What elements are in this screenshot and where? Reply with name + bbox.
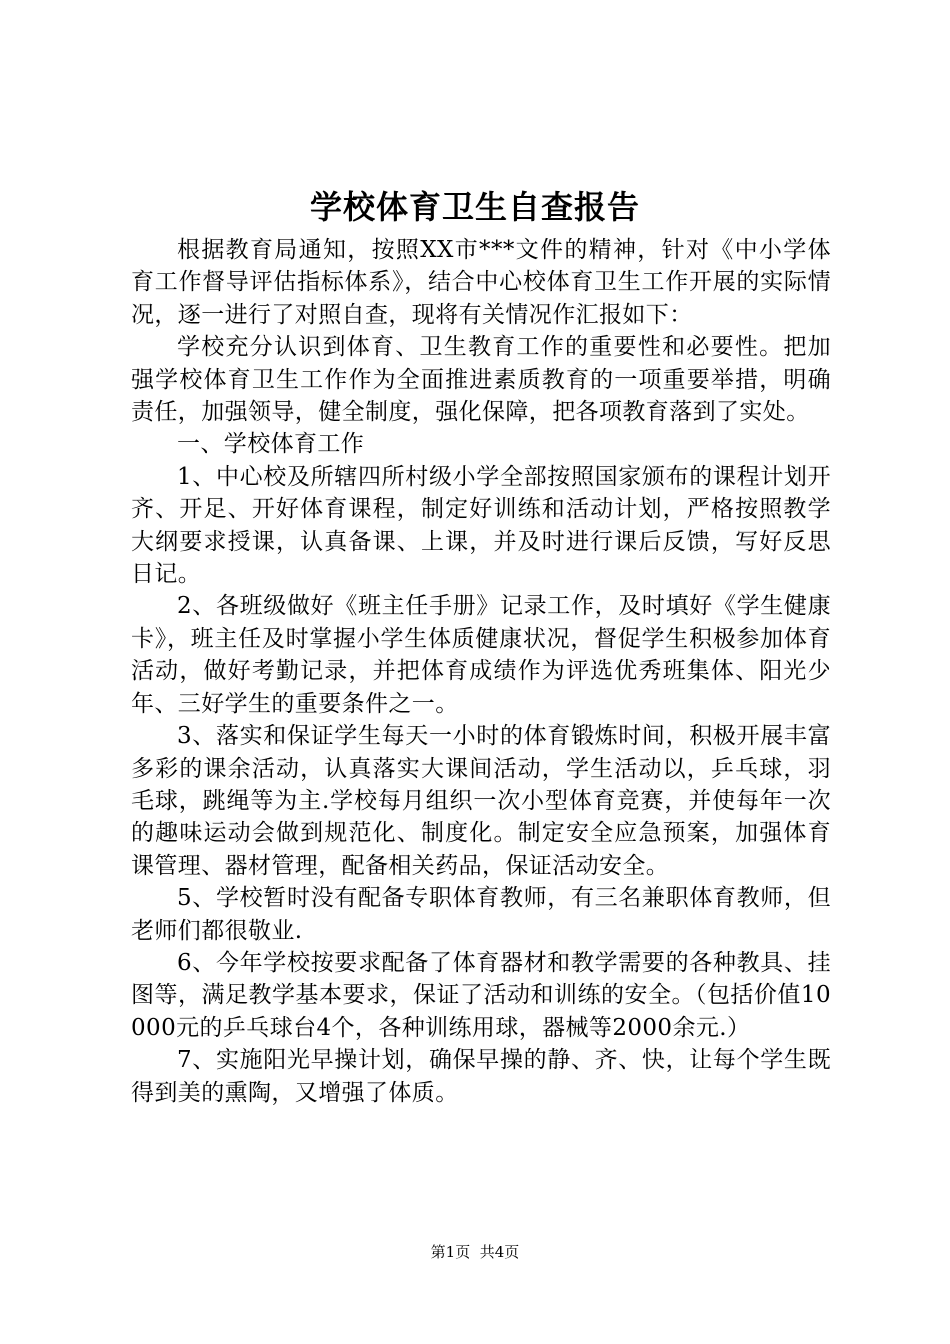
paragraph-overview: 学校充分认识到体育、卫生教育工作的重要性和必要性。把加强学校体育卫生工作作为全面推进素质教育的一项重要举措，明确责任，加强领导，健全制度，强化保障，把各项教育落到了实处。: [131, 334, 831, 426]
paragraph-item-2: 2、各班级做好《班主任手册》记录工作，及时填好《学生健康卡》，班主任及时掌握小学生体质健康状况，督促学生积极参加体育活动，做好考勤记录，并把体育成绩作为评选优秀班集体、阳光少年、三好学生的重要条件之一。: [131, 593, 831, 717]
paragraph-item-6: 6、今年学校按要求配备了体育器材和教学需要的各种教具、挂图等，满足教学基本要求，保证了活动和训练的安全。（包括价值10000元的乒乓球台4个，各种训练用球，器械等2000余元.）: [131, 949, 831, 1041]
paragraph-intro: 根据教育局通知，按照XX市***文件的精神，针对《中小学体育工作督导评估指标体系》，结合中心校体育卫生工作开展的实际情况，逐一进行了对照自查，现将有关情况作汇报如下：: [131, 237, 831, 328]
paragraph-item-5: 5、学校暂时没有配备专职体育教师，有三名兼职体育教师，但老师们都很敬业.: [131, 885, 831, 944]
document-body: [131, 234, 831, 1109]
section-heading-sports-work: 一、学校体育工作: [177, 431, 365, 458]
paragraph-item-1: 1、中心校及所辖四所村级小学全部按照国家颁布的课程计划开齐、开足、开好体育课程，制定好训练和活动计划，严格按照教学大纲要求授课，认真备课、上课，并及时进行课后反馈，写好反思日记。: [131, 463, 831, 588]
document-title: 学校体育卫生自查报告: [309, 188, 640, 226]
page-total: 共4页: [479, 1243, 520, 1261]
paragraph-item-3: 3、落实和保证学生每天一小时的体育锻炼时间，积极开展丰富多彩的课余活动，认真落实大课间活动，学生活动以，乒乓球，羽毛球，跳绳等为主.学校每月组织一次小型体育竞赛，并使每年一次的趣味运动会做到规范化、制度化。制定安全应急预案，加强体育课管理、器材管理，配备相关药品，保证活动安全。: [131, 723, 831, 879]
page-number: 第1页: [430, 1243, 471, 1261]
page-footer: [0, 1242, 950, 1262]
paragraph-item-7: 7、实施阳光早操计划，确保早操的静、齐、快，让每个学生既得到美的熏陶，又增强了体质。: [131, 1047, 831, 1106]
